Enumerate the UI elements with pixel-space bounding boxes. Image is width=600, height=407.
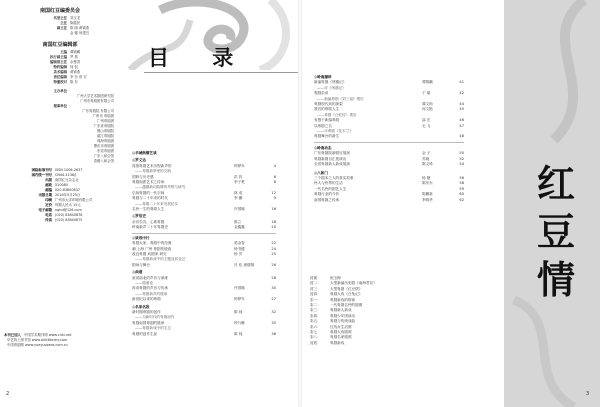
toc-entry-author: 洪 钧 <box>234 174 243 179</box>
toc-section: ◎羊城纵横艺谈 <box>132 151 157 155</box>
toc-entry-author: 陈 纯 <box>234 309 243 314</box>
info-key: 本刊已加入 <box>4 333 21 337</box>
toc-divider <box>132 233 276 234</box>
cover-credits <box>310 276 377 346</box>
masthead-value: 刘玉龙 <box>70 16 81 20</box>
masthead-text: 肇庆市粤剧团 <box>93 144 114 148</box>
toc-entry-page: 35 <box>271 320 276 325</box>
toc-entry-author: 许国翰 <box>234 286 245 291</box>
toc-entry-author: 杨书健 <box>234 246 245 251</box>
masthead-value: 陈 刚 黄锦燕 <box>70 26 90 30</box>
credit-key: 彩四： <box>310 313 321 318</box>
masthead-key: 主编 <box>60 50 67 54</box>
masthead-key: 名誉主任 <box>53 16 67 20</box>
toc-entry-author: 钟梦年 <box>234 297 245 302</box>
info-value: 中国粤剧网 www.yueyuopera.com.cn <box>7 343 68 347</box>
toc-entry-title: 观剧杂谈 <box>314 91 329 96</box>
toc-entry-author: 陈立 <box>234 219 242 224</box>
toc-entry-title: 剧场与舞台 <box>132 262 150 267</box>
masthead-text: 湛江粤剧院 <box>97 134 114 138</box>
toc-entry-title: 我们的粤剧人生 <box>314 107 340 112</box>
toc-entry-page: 36 <box>271 331 276 336</box>
toc-entry-title: 余音袅袅，心系粤剧 <box>132 219 165 224</box>
toc-section: ◎岭南撷珍 <box>314 75 332 79</box>
title-divider <box>144 72 300 73</box>
toc-entry-author: 邵 宏 <box>422 118 431 123</box>
credit-key: 彩七： <box>310 330 321 335</box>
info-key: 出版 <box>45 178 52 182</box>
toc-entry-title: 新时期粤剧的创作 <box>132 309 161 314</box>
toc-entry-title: 以粤剧之名 <box>314 123 332 128</box>
masthead-value: 何 侃 <box>70 65 78 69</box>
credit-key: 彩三： <box>310 308 321 313</box>
toc-entry-title: 粤剧南派艺术之传承 <box>132 180 165 185</box>
toc-entry-author: 陈鹏新 <box>422 192 433 197</box>
publication-info <box>6 168 114 223</box>
info-value: 020-83800837 <box>55 188 80 192</box>
masthead-value: 李 东 曾 宏 <box>70 75 87 79</box>
credit-key: 彩二： <box>310 303 321 308</box>
side-title: 红豆情 <box>536 161 575 302</box>
masthead-key: 执行副主编 <box>50 55 67 59</box>
credit-value: 粤剧新戏 <box>330 340 345 345</box>
page-number-right: 3 <box>586 391 590 397</box>
credit-value: 倪玉梅 <box>330 276 341 280</box>
credit-row <box>310 341 377 346</box>
masthead-text: 珠海粤剧团 <box>97 139 114 143</box>
toc-entry-title: 岭南新声二十年粤剧史 <box>132 225 168 230</box>
toc-entry-page: 30 <box>271 286 276 291</box>
masthead-text: 广东八和会馆 <box>93 154 114 158</box>
toc-entry <box>314 198 464 203</box>
toc-entry-title: 弘扬粤剧的一代宗师 <box>132 190 165 195</box>
masthead-value: 金 娜 何建宜 <box>70 31 90 35</box>
toc-entry-page: 12 <box>271 190 276 195</box>
masthead-key: 副主任 <box>56 26 67 30</box>
support-label-row: 理事单位 <box>53 104 67 108</box>
toc-section: ◎岭南动态 <box>314 145 332 150</box>
masthead-value: 黄锦燕 <box>70 70 81 74</box>
index-notice <box>4 333 116 348</box>
toc-entry <box>314 162 464 167</box>
info-value: CN44-1138/J <box>55 173 77 177</box>
toc-entry-page: 42 <box>459 91 464 96</box>
info-value: 510080 <box>55 183 68 187</box>
credit-value: 粤剧名家剧照 <box>330 335 352 340</box>
toc-entry-page: 60 <box>459 192 464 197</box>
info-key: 国内统一刊号 <box>31 173 52 177</box>
masthead-value: 余慧香 <box>70 60 81 64</box>
toc-subtitle: ——粤剧新梦里的交响 <box>135 169 171 174</box>
masthead-value: 罗 燕 <box>70 55 78 59</box>
toc-entry-page: 48 <box>459 134 464 139</box>
toc-entry-author: 李明华 <box>422 197 433 202</box>
right-page <box>300 0 600 407</box>
committee-title: 南国红豆编委员会 <box>39 8 80 14</box>
masthead-text: 广州粤剧团 <box>97 119 114 123</box>
toc-entry-author: 李子楚 <box>234 180 245 185</box>
toc-entry-page: 18 <box>271 219 276 224</box>
credit-key: 封面： <box>310 276 321 280</box>
credit-value: 红线女生活照 <box>330 324 352 329</box>
toc-entry-page: 22 <box>271 241 276 246</box>
toc-entry-title: 国粹与历史感 <box>132 174 154 179</box>
toc-entry-page: 32 <box>271 309 276 314</box>
toc-subtitle: ——粤剧新戏中的生态 <box>135 326 171 331</box>
toc-entry-author: 金鑫鑫 <box>234 225 245 230</box>
masthead-value: 谭锦鹏 <box>70 50 81 54</box>
toc-entry-page: 59 <box>459 186 464 191</box>
credit-key: 封二： <box>310 281 321 286</box>
masthead-text: 香港八和会馆 <box>93 159 114 163</box>
toc-entry-author: 何文艳 <box>422 107 433 112</box>
toc-subtitle: ——越剧新词曲牌的考察与研究 <box>135 185 186 190</box>
toc-entry-page: 56 <box>459 175 464 180</box>
toc-entry-title: 粤剧现代戏的探索 <box>314 102 343 107</box>
toc-entry-page: 25 <box>271 251 276 256</box>
masthead-text: 东莞粤剧团 <box>97 149 114 153</box>
credit-value: 大型粤剧《红豆情》 <box>330 286 363 291</box>
toc-entry-page: 16 <box>271 207 276 212</box>
toc-category: ◎曲谱 <box>132 270 143 275</box>
toc-entry-title: 新世纪以来的粤剧 <box>132 297 161 302</box>
credit-key: 彩八： <box>310 335 321 340</box>
info-key: 电子邮箱 <box>38 208 52 212</box>
toc-subtitle: ——粤剧二十年来发展纪实 <box>135 201 179 206</box>
support-list <box>6 109 114 164</box>
info-value: nghd@126.com <box>55 208 82 212</box>
masthead-key: 美术编辑 <box>53 70 67 74</box>
credit-value: 粤剧新人新戏 <box>330 308 352 313</box>
credit-key: 彩五： <box>310 319 321 324</box>
toc-entry-author: 苏晓 <box>422 156 430 161</box>
info-value: 南国红豆杂志社 <box>55 178 79 182</box>
info-value: 2016年5月25日 <box>55 193 81 197</box>
toc-entry-title: 叙说南北的声音与演练 <box>132 275 168 280</box>
toc-entry-title: 全省粤剧新人新戏展演 <box>314 162 350 167</box>
toc-subtitle: ——粤剧新声的继承 <box>135 291 168 296</box>
toc-entry-author <box>422 134 452 139</box>
info-key: 定价 <box>45 203 52 207</box>
toc-entry <box>132 276 276 281</box>
toc-entry-author: 钟梦年 <box>234 163 245 168</box>
toc-entry-title: 有感于新编粤剧 <box>314 118 340 123</box>
toc-entry-page: 50 <box>459 151 464 156</box>
toc-entry-author: 林 成 <box>234 190 243 195</box>
credit-key: 封三： <box>310 286 321 291</box>
toc-entry-author: 谭锦鹏 <box>422 80 433 85</box>
info-key: 邮政 <box>45 183 52 187</box>
toc-subtitle: ——新编粤剧《刘三姐》观后 <box>317 96 364 101</box>
info-value: 每期人民币 15元 <box>55 203 81 207</box>
toc-entry-title: 潮 上海 广州 粤剧传统改 <box>132 246 172 251</box>
masthead <box>6 6 114 223</box>
credit-key: 封四： <box>310 292 321 297</box>
toc-subtitle: ——为新时代的粤剧而作 <box>135 315 175 320</box>
toc-entry-title: 名伶一生的粤剧人生 <box>132 207 165 212</box>
masthead-value: 陈健民 <box>70 21 81 25</box>
toc-entry-title: 粤剧南国粤剧的继承 <box>132 320 165 325</box>
credit-key: 彩六： <box>310 324 321 329</box>
toc-entry-title: 新编粤剧《绣襦记》 <box>314 80 347 85</box>
toc-category: ◎谈戏中行 <box>132 235 150 240</box>
toc-entry-author: 陈 纯 <box>234 331 243 336</box>
info-key: 出版日期 <box>38 193 52 197</box>
toc-entry-author: 梁金智 <box>234 241 245 246</box>
toc-entry <box>132 196 276 201</box>
info-key: 印刷 <box>45 198 52 202</box>
toc-divider <box>314 142 464 143</box>
toc-entry-author: 谭文尚 <box>422 102 433 107</box>
info-key: 电话 <box>45 213 52 217</box>
masthead-text: 广州市 粤剧团 <box>92 114 114 118</box>
masthead-text: 广东粤剧院 有限公司 <box>82 109 114 113</box>
toc-column-right <box>314 72 464 203</box>
toc-subtitle: ——剧谱论 <box>135 280 153 285</box>
toc-entry-page: 47 <box>459 123 464 128</box>
info-row <box>6 218 114 223</box>
info-value: 中国学术期刊网 www.cnki.net <box>23 333 72 337</box>
credit-value: 粤剧与传统戏曲 <box>330 319 356 324</box>
toc-category: ◎名家名段 <box>132 304 150 309</box>
info-value: (020) 83840875 <box>55 218 83 222</box>
toc-entry-page: 24 <box>271 246 276 251</box>
credit-value: 粤剧大戏剧照 <box>330 330 352 335</box>
info-key: 传真 <box>45 218 52 222</box>
toc-entry-title: 粤剧行业的今昔 <box>314 192 340 197</box>
toc-entry-author: 杨 贝 <box>234 251 243 256</box>
toc-entry-page: 45 <box>459 107 464 112</box>
committee-list <box>6 16 114 36</box>
toc-category: ◎罗伯史 <box>132 214 146 219</box>
toc-entry <box>132 286 276 291</box>
host-label-row: 主办单位 <box>53 89 67 93</box>
toc-entry-page: 4 <box>273 163 276 168</box>
editorial-list <box>6 50 114 85</box>
toc-entry-author: 陈东东 <box>422 181 433 186</box>
credit-value: 粤剧少年团演出 <box>330 313 356 318</box>
info-value: (020) 83840876 <box>55 213 83 217</box>
masthead-text: 广州市粤剧团有限公司 <box>80 99 114 103</box>
toc-entry <box>132 263 276 268</box>
masthead-text: 广州大学艺术剧团研究院 <box>76 94 114 98</box>
toc-entry-author: 李 鹏 <box>234 196 243 201</box>
toc-entry-author: 吕 佳 唐继翔 <box>234 262 255 267</box>
page-title: 目 录 <box>148 46 252 70</box>
masthead-key: 特约编辑 <box>53 65 67 69</box>
toc-column-left <box>132 148 276 337</box>
toc-entry-page: 26 <box>271 262 276 267</box>
binding-gutter <box>298 0 302 407</box>
toc-entry-title: 南国粤剧之传承 <box>314 197 340 202</box>
toc-entry-title: 一代名伶的剧艺人生 <box>314 186 347 191</box>
toc-entry-title: 伶人与伶界的生活 <box>314 181 343 186</box>
credit-key: 彩一： <box>310 297 321 302</box>
toc-entry <box>132 297 276 302</box>
toc-entry-page: 41 <box>459 80 464 85</box>
page-number-left: 2 <box>6 391 10 397</box>
toc-entry-title: 粤剧的创作生涯 <box>132 331 158 336</box>
info-value: 华艺线上图书馆 www.airitilibrary.com <box>7 338 68 342</box>
toc-section: ◎八和门 <box>314 170 328 175</box>
masthead-value: 陈 东 <box>70 80 78 84</box>
toc-entry-author: 金 子 <box>422 151 431 156</box>
toc-entry-page: 62 <box>459 197 464 202</box>
toc-subtitle: ——粤剧新戏中的主题及其变迁 <box>135 257 186 262</box>
toc-entry-page: 58 <box>459 181 464 186</box>
toc-entry-title: 三个剧本之人的真实故事 <box>314 175 354 180</box>
credit-key: 封底： <box>310 340 321 345</box>
info-key: 国际标准刊号 <box>31 168 52 172</box>
toc-entry <box>132 332 276 337</box>
toc-entry-title: 广东粤剧院新剧目展演 <box>314 151 350 156</box>
toc-entry-page: 46 <box>459 118 464 123</box>
info-row <box>4 343 116 348</box>
toc-entry-title: 粤剧大家，粤剧中的经典 <box>132 241 172 246</box>
toc-entry-author: 钟乃琳 <box>234 320 245 325</box>
toc-entry-title: 粤剧与二十年来的时代 <box>132 196 168 201</box>
info-key: 邮编 <box>45 188 52 192</box>
toc-entry <box>132 207 276 212</box>
toc-entry-title: 粤剧新剧目汇报演出 <box>314 156 347 161</box>
toc-subtitle: ——粤剧《白蛇传》观后 <box>317 112 357 117</box>
credit-value: 一代粤剧名伶的剧照 <box>330 303 363 308</box>
masthead-key: 主任 <box>60 21 67 25</box>
toc-category: ◎罗义达 <box>132 158 146 163</box>
toc-entry-page: 44 <box>459 102 464 107</box>
masthead-key: 特邀校对 <box>53 80 67 84</box>
toc-subtitle: ——评《绣襦记》 <box>317 85 346 90</box>
toc-entry-title: 粤剧舞台的新生 <box>314 134 340 139</box>
toc-entry-author: 毛 飞 <box>422 123 431 128</box>
credit-value: 大型新编历史剧《南海君臣》 <box>330 281 377 286</box>
toc-entry-author: 于 瑞 <box>422 91 431 96</box>
toc-entry-page: 20 <box>271 225 276 230</box>
toc-entry-author <box>234 276 264 281</box>
toc-entry-page: 6 <box>273 174 276 179</box>
info-value: ISSN 1006-2637 <box>55 168 83 172</box>
toc-entry-title: 再谈粤剧的声音与传承 <box>132 286 168 291</box>
toc-entry <box>132 225 276 230</box>
toc-entry-author: 许国翰 <box>234 207 245 212</box>
toc-entry-page: 54 <box>459 162 464 167</box>
masthead-key <box>27 31 67 36</box>
toc-entry-author: 陈文琦 <box>422 162 433 167</box>
host-list <box>6 94 114 104</box>
toc-entry-page: 9 <box>273 196 276 201</box>
toc-entry-page: 27 <box>271 297 276 302</box>
toc-entry <box>314 134 464 139</box>
credit-value: 粤剧大戏《白兔记》 <box>330 292 363 297</box>
masthead-text: 佛山粤剧院 <box>97 129 114 133</box>
masthead-key: 编辑部主任 <box>50 60 67 64</box>
masthead-text: 广东省粤剧院 <box>93 124 114 128</box>
toc-entry <box>314 91 464 96</box>
toc-entry-page: 28 <box>271 275 276 280</box>
toc-entry-title: 再续粤剧艺术历程新声的 <box>132 163 172 168</box>
toc-entry-title: 改良粤剧 戏剧家 研究 <box>132 251 167 256</box>
toc-entry-page: 8 <box>273 180 276 185</box>
toc-subtitle: ——评粤剧《花木兰》 <box>317 129 353 134</box>
info-value: 广州市大洋印刷有限公司 <box>55 198 93 202</box>
editorial-title: 南国红豆编辑部 <box>42 42 78 48</box>
toc-entry-author: 杨 婕 <box>422 175 431 180</box>
credit-value: 粤剧新戏的排演 <box>330 297 356 302</box>
toc-entry-page: 52 <box>459 156 464 161</box>
masthead-key: 责任编辑 <box>53 75 67 79</box>
